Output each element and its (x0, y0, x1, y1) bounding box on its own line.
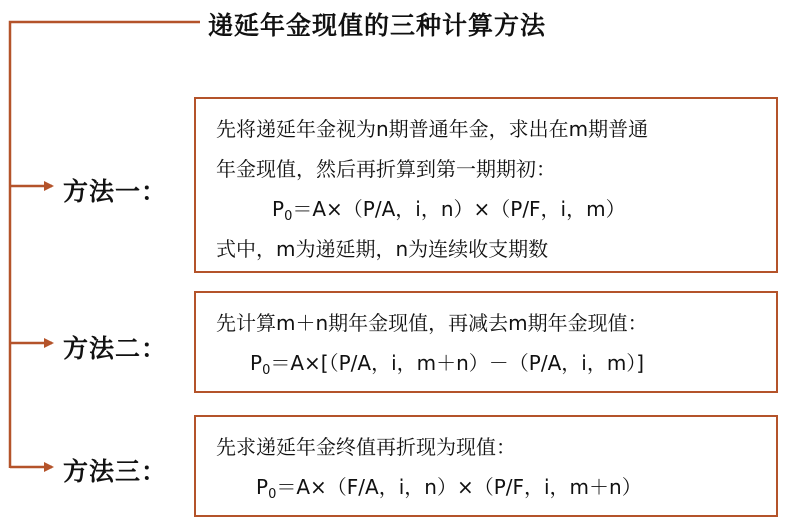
formula-rhs: ＝A×（F/A，i，n）×（P/F，i，m＋n） (276, 475, 642, 499)
method-2-formula (216, 343, 762, 383)
formula-lhs: P (272, 197, 285, 221)
method-2-label: 方法二： (63, 334, 168, 363)
method-1-line-2: 年金现值，然后再折算到第一期期初： (216, 157, 556, 181)
method-2-box (194, 291, 778, 393)
formula-lhs: P (250, 351, 263, 375)
method-3-box (194, 415, 778, 517)
trunk-line (10, 22, 200, 468)
formula-rhs: ＝A×[（P/A，i，m＋n）－（P/A，i，m）] (270, 351, 645, 375)
method-1-formula (216, 189, 762, 229)
method-1-line-1: 先将递延年金视为n期普通年金，求出在m期普通 (216, 117, 649, 141)
method-3-formula (216, 467, 762, 507)
formula-rhs: ＝A×（P/A，i，n）×（P/F，i，m） (292, 197, 626, 221)
method-3-line-1: 先求递延年金终值再折现为现值： (216, 435, 516, 459)
formula-subscript: 0 (262, 363, 271, 378)
formula-subscript: 0 (284, 209, 293, 224)
method-1-note: 式中，m为递延期，n为连续收支期数 (216, 237, 549, 261)
method-2-line-1: 先计算m＋n期年金现值，再减去m期年金现值： (216, 311, 648, 335)
formula-lhs: P (256, 475, 269, 499)
method-3-label: 方法三： (63, 457, 168, 486)
method-1-label: 方法一： (63, 177, 168, 206)
diagram-title: 递延年金现值的三种计算方法 (208, 11, 547, 40)
formula-subscript: 0 (268, 487, 277, 502)
method-1-box (194, 97, 778, 273)
